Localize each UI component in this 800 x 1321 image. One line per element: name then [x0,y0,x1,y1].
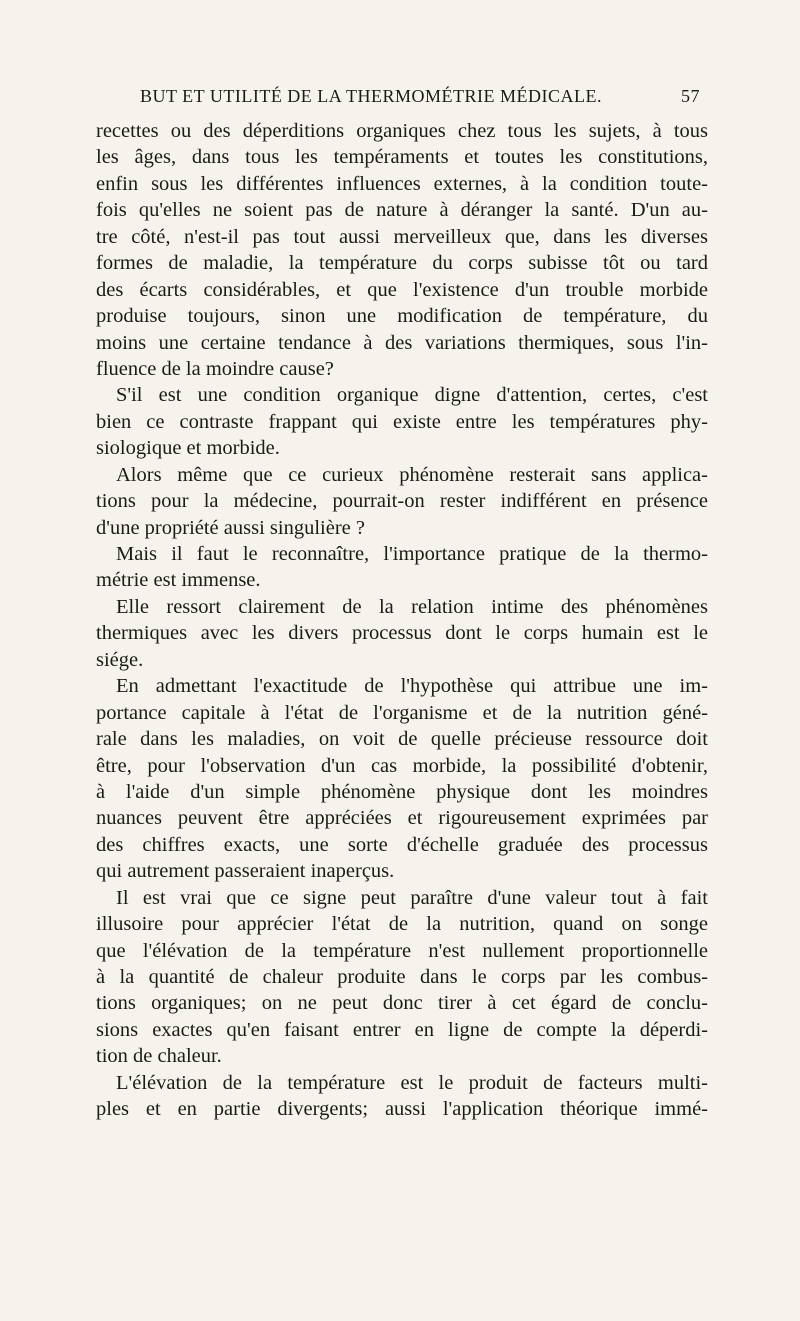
body-text [96,118,708,1123]
text-line: Elle ressort clairement de la relation intime des phénomènes [116,595,708,618]
text-line: rale dans les maladies, on voit de quelle précieuse ressource doit [96,728,708,751]
text-line: des chiffres exacts, une sorte d'échelle graduée des processus [96,833,708,856]
text-line: que l'élévation de la température n'est nullement proportionnelle [96,939,708,962]
text-line: moins une certaine tendance à des variations thermiques, sous l'in- [96,331,708,354]
text-line: les âges, dans tous les tempéraments et toutes les constitutions, [96,146,708,169]
text-line: tions pour la médecine, pourrait-on rester indifférent en présence [96,490,708,513]
text-line: Mais il faut le reconnaître, l'importance pratique de la thermo- [116,543,708,565]
text-line: formes de maladie, la température du corps subisse tôt ou tard [96,252,708,275]
text-line: être, pour l'observation d'un cas morbide, la possibilité d'obtenir, [96,754,708,777]
text-line: illusoire pour apprécier l'état de la nutrition, quand on songe [96,913,708,936]
text-line: tre côté, n'est-il pas tout aussi merveilleux que, dans les diverses [96,225,708,248]
text-line: S'il est une condition organique digne d'attention, certes, c'est [116,384,708,407]
text-line: métrie est immense. [96,569,261,592]
text-line: tion de chaleur. [96,1045,222,1068]
text-line: thermiques avec les divers processus dont le corps humain est le [96,622,708,645]
running-title: BUT ET UTILITÉ DE LA THERMOMÉTRIE MÉDICALE. [140,86,602,106]
text-line: En admettant l'exactitude de l'hypothèse qui attribue une im- [116,675,708,698]
text-line: siége. [96,648,144,671]
text-line: bien ce contraste frappant qui existe entre les températures phy- [96,410,708,433]
text-line: des écarts considérables, et que l'existence d'un trouble morbide [96,278,708,301]
text-line: Il est vrai que ce signe peut paraître d'une valeur tout à fait [116,886,708,909]
text-line: Alors même que ce curieux phénomène resterait sans applica- [116,463,708,486]
running-head [140,86,700,112]
text-line: sions exactes qu'en faisant entrer en ligne de compte la déperdi- [96,1018,708,1041]
text-line: nuances peuvent être appréciées et rigoureusement exprimées par [96,807,708,830]
text-line: d'une propriété aussi singulière ? [96,516,365,539]
text-line: produise toujours, sinon une modification de température, du [96,305,708,328]
text-line: à l'aide d'un simple phénomène physique dont les moindres [96,780,708,803]
page-number: 57 [681,86,700,106]
text-line: L'élévation de la température est le produit de facteurs multi- [116,1071,708,1094]
text-line: recettes ou des déperditions organiques chez tous les sujets, à tous [96,120,708,142]
text-line: siologique et morbide. [96,437,280,460]
text-line: enfin sous les différentes influences externes, à la condition toute- [96,172,708,195]
text-line: fois qu'elles ne soient pas de nature à déranger la santé. D'un au- [96,199,708,222]
text-line: tions organiques; on ne peut donc tirer à cet égard de conclu- [96,992,708,1015]
text-line: à la quantité de chaleur produite dans le corps par les combus- [96,966,708,988]
text-line: ples et en partie divergents; aussi l'application théorique immé- [96,1098,708,1121]
text-line: portance capitale à l'état de l'organisme et de la nutrition géné- [96,701,708,724]
text-line: qui autrement passeraient inaperçus. [96,860,395,883]
text-line: fluence de la moindre cause? [96,357,334,380]
